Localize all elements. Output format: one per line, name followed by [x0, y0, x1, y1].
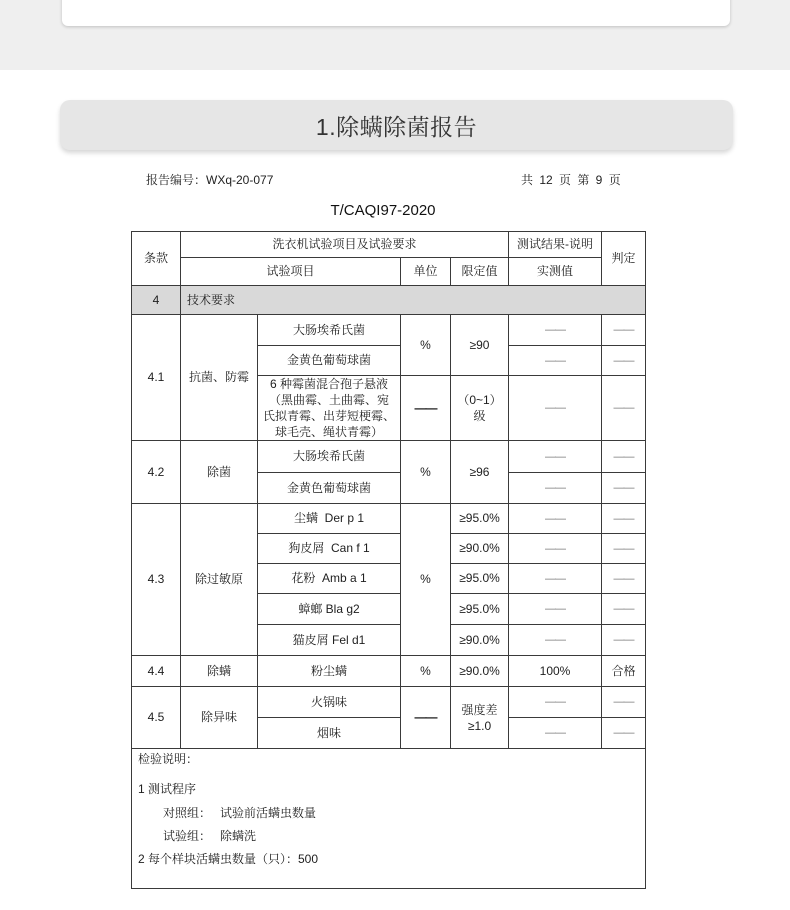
- header-verdict: 判定: [602, 232, 646, 286]
- test-item-cell: 金黄色葡萄球菌: [258, 346, 401, 376]
- unit-cell: %: [401, 504, 451, 656]
- limit-line: 级: [473, 409, 486, 423]
- measured-cell: [509, 594, 602, 625]
- measured-dash: ——: [545, 324, 566, 336]
- notes-control-group: [138, 804, 645, 822]
- unit-cell: [401, 376, 451, 441]
- verdict-cell: [602, 346, 646, 376]
- measured-dash: ——: [545, 354, 566, 367]
- verdict-cell: [602, 718, 646, 749]
- clause-cell: 4.4: [132, 656, 181, 687]
- measured-dash: ——: [545, 450, 566, 463]
- limit-cell: ≥90.0%: [451, 534, 509, 564]
- test-item-cell: 火锅味: [258, 687, 401, 718]
- measured-dash: ——: [545, 634, 566, 646]
- limit-cell: [451, 687, 509, 749]
- top-gray-band: [0, 0, 790, 70]
- table-row: [132, 315, 646, 346]
- measured-dash: ——: [545, 482, 566, 494]
- header-results: 测试结果-说明: [509, 232, 602, 258]
- measured-dash: ——: [545, 603, 566, 615]
- verdict-dash: ——: [613, 324, 634, 336]
- notes-test-group: [138, 827, 645, 845]
- header-test-item: 试验项目: [181, 258, 401, 286]
- category-cell: 除过敏原: [181, 504, 258, 656]
- test-group-value: 除螨洗: [220, 829, 257, 843]
- test-item-cell: 猫皮屑 Fel d1: [258, 625, 401, 656]
- test-item-cell: [258, 376, 401, 441]
- measured-cell: [509, 625, 602, 656]
- header-unit: 单位: [401, 258, 451, 286]
- header-measured: 实测值: [509, 258, 602, 286]
- banner-title: 1.除螨除菌报告: [315, 113, 478, 140]
- verdict-dash: ——: [613, 634, 634, 646]
- table-row: [132, 656, 646, 687]
- test-item-line: 6 种霉菌混合孢子悬液: [269, 377, 388, 391]
- report-table: [131, 231, 646, 889]
- unit-dash: ——: [414, 710, 437, 724]
- measured-cell: [509, 473, 602, 504]
- limit-line: （0~1）: [457, 393, 502, 407]
- category-cell: 除螨: [181, 656, 258, 687]
- verdict-cell: [602, 441, 646, 473]
- measured-dash: ——: [545, 402, 566, 414]
- unit-cell: %: [401, 656, 451, 687]
- section-row: [132, 286, 646, 315]
- top-card: [62, 0, 730, 26]
- notes-cell: [132, 749, 646, 889]
- unit-cell: [401, 687, 451, 749]
- verdict-dash: ——: [613, 482, 634, 494]
- verdict-dash: ——: [613, 603, 634, 615]
- category-cell: 抗菌、防霉: [181, 315, 258, 441]
- limit-cell: ≥95.0%: [451, 504, 509, 534]
- unit-dash: ——: [414, 400, 437, 415]
- limit-cell: ≥95.0%: [451, 594, 509, 625]
- test-group-label: 试验组：: [163, 829, 212, 843]
- section-title: 技术要求: [181, 286, 646, 315]
- test-item-line: （黑曲霉、土曲霉、宛: [268, 393, 389, 407]
- test-item-cell: 烟味: [258, 718, 401, 749]
- clause-cell: 4.3: [132, 504, 181, 656]
- test-item-cell: 狗皮屑 Can f 1: [258, 534, 401, 564]
- unit-cell: %: [401, 315, 451, 376]
- measured-dash: ——: [545, 696, 566, 708]
- header-row: [132, 258, 646, 286]
- limit-cell: ≥95.0%: [451, 564, 509, 594]
- measured-cell: [509, 687, 602, 718]
- verdict-cell: [602, 594, 646, 625]
- limit-cell: ≥96: [451, 441, 509, 504]
- limit-cell: ≥90: [451, 315, 509, 376]
- measured-cell: [509, 534, 602, 564]
- test-item-cell: 蟑螂 Bla g2: [258, 594, 401, 625]
- control-group-label: 对照组：: [163, 806, 212, 820]
- limit-line: 强度差: [461, 702, 498, 717]
- page-info: 共 12 页 第 9 页: [521, 173, 621, 187]
- verdict-dash: ——: [613, 354, 634, 367]
- header-row: [132, 232, 646, 258]
- measured-cell: [509, 346, 602, 376]
- measured-dash: ——: [545, 572, 566, 585]
- test-item-cell: 大肠埃希氏菌: [258, 315, 401, 346]
- limit-line: ≥1.0: [467, 718, 492, 733]
- report-number: 报告编号：WXq-20-077: [146, 173, 274, 187]
- test-item-line: 球毛壳、绳状青霉）: [274, 425, 383, 439]
- standard-code: T/CAQI97-2020: [330, 202, 436, 219]
- header-limit: 限定值: [451, 258, 509, 286]
- verdict-dash: ——: [613, 696, 634, 708]
- measured-cell: [509, 315, 602, 346]
- section-clause: 4: [132, 286, 181, 315]
- unit-cell: %: [401, 441, 451, 504]
- limit-cell: ≥90.0%: [451, 625, 509, 656]
- measured-dash: ——: [545, 512, 566, 525]
- notes-title: 检验说明：: [138, 752, 199, 766]
- verdict-dash: ——: [613, 572, 634, 585]
- test-item-cell: 大肠埃希氏菌: [258, 441, 401, 473]
- measured-cell: [509, 718, 602, 749]
- verdict-cell: [602, 376, 646, 441]
- verdict-dash: ——: [613, 450, 634, 463]
- verdict-dash: ——: [613, 512, 634, 525]
- test-item-line: 氏拟青霉、出芽短梗霉、: [262, 409, 395, 423]
- verdict-cell: [602, 473, 646, 504]
- measured-cell: [509, 564, 602, 594]
- clause-cell: 4.5: [132, 687, 181, 749]
- notes-row: [132, 749, 646, 889]
- verdict-dash: ——: [613, 727, 634, 739]
- test-item-cell: 粉尘螨: [258, 656, 401, 687]
- measured-dash: ——: [545, 727, 566, 739]
- verdict-cell: [602, 534, 646, 564]
- verdict-dash: ——: [613, 542, 634, 555]
- header-clause: 条款: [132, 232, 181, 286]
- verdict-cell: [602, 504, 646, 534]
- control-group-value: 试验前活螨虫数量: [220, 806, 317, 820]
- verdict-cell: [602, 564, 646, 594]
- limit-cell: [451, 376, 509, 441]
- clause-cell: 4.1: [132, 315, 181, 441]
- notes-section-2: 2 每个样块活螨虫数量（只）：500: [138, 852, 319, 866]
- measured-cell: 100%: [509, 656, 602, 687]
- verdict-cell: [602, 315, 646, 346]
- test-item-cell: 金黄色葡萄球菌: [258, 473, 401, 504]
- limit-cell: ≥90.0%: [451, 656, 509, 687]
- verdict-cell: [602, 625, 646, 656]
- table-body: [132, 232, 646, 889]
- test-item-cell: 花粉 Amb a 1: [258, 564, 401, 594]
- table-row: [132, 504, 646, 534]
- test-item-cell: 尘螨 Der p 1: [258, 504, 401, 534]
- measured-cell: [509, 504, 602, 534]
- table-row: [132, 441, 646, 473]
- verdict-cell: [602, 687, 646, 718]
- header-requirements: 洗衣机试验项目及试验要求: [181, 232, 509, 258]
- section-banner: [60, 100, 733, 150]
- measured-cell: [509, 441, 602, 473]
- verdict-dash: ——: [613, 402, 634, 414]
- verdict-cell: 合格: [602, 656, 646, 687]
- notes-section-1: 1 测试程序: [138, 782, 197, 796]
- clause-cell: 4.2: [132, 441, 181, 504]
- measured-dash: ——: [545, 542, 566, 555]
- table-row: [132, 687, 646, 718]
- measured-cell: [509, 376, 602, 441]
- category-cell: 除异味: [181, 687, 258, 749]
- category-cell: 除菌: [181, 441, 258, 504]
